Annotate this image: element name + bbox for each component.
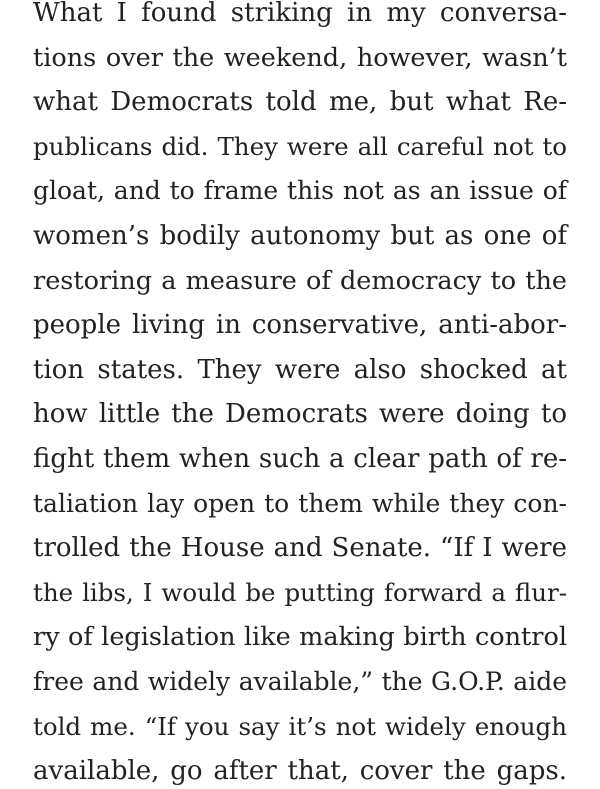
text-line: what Democrats told me, but what Re-: [33, 87, 567, 118]
text-line: restoring a measure of democracy to the: [33, 265, 567, 296]
text-line: trolled the House and Senate. “If I were: [33, 533, 567, 564]
text-line: told me. “If you say it’s not widely enough: [33, 711, 567, 741]
text-line: how little the Democrats were doing to: [33, 399, 567, 430]
text-line: women’s bodily autonomy but as one of: [33, 220, 567, 251]
text-line: fight them when such a clear path of re-: [33, 443, 567, 474]
text-line: available, go after that, cover the gaps.: [33, 756, 567, 787]
text-line: publicans did. They were all careful not to: [33, 131, 567, 161]
text-line: the libs, I would be putting forward a flur-: [33, 577, 567, 607]
text-line: gloat, and to frame this not as an issue of: [33, 176, 567, 206]
text-line: ry of legislation like making birth control: [33, 622, 567, 653]
text-line: people living in conservative, anti-abor-: [33, 310, 567, 341]
text-line: tion states. They were also shocked at: [33, 354, 567, 385]
text-line: tions over the weekend, however, wasn’t: [33, 42, 567, 73]
article-paragraph: [33, 0, 567, 789]
text-line: taliation lay open to them while they con-: [33, 488, 567, 518]
text-line: What I found striking in my conversa-: [33, 0, 567, 28]
text-line: free and widely available,” the G.O.P. aide: [33, 666, 567, 696]
